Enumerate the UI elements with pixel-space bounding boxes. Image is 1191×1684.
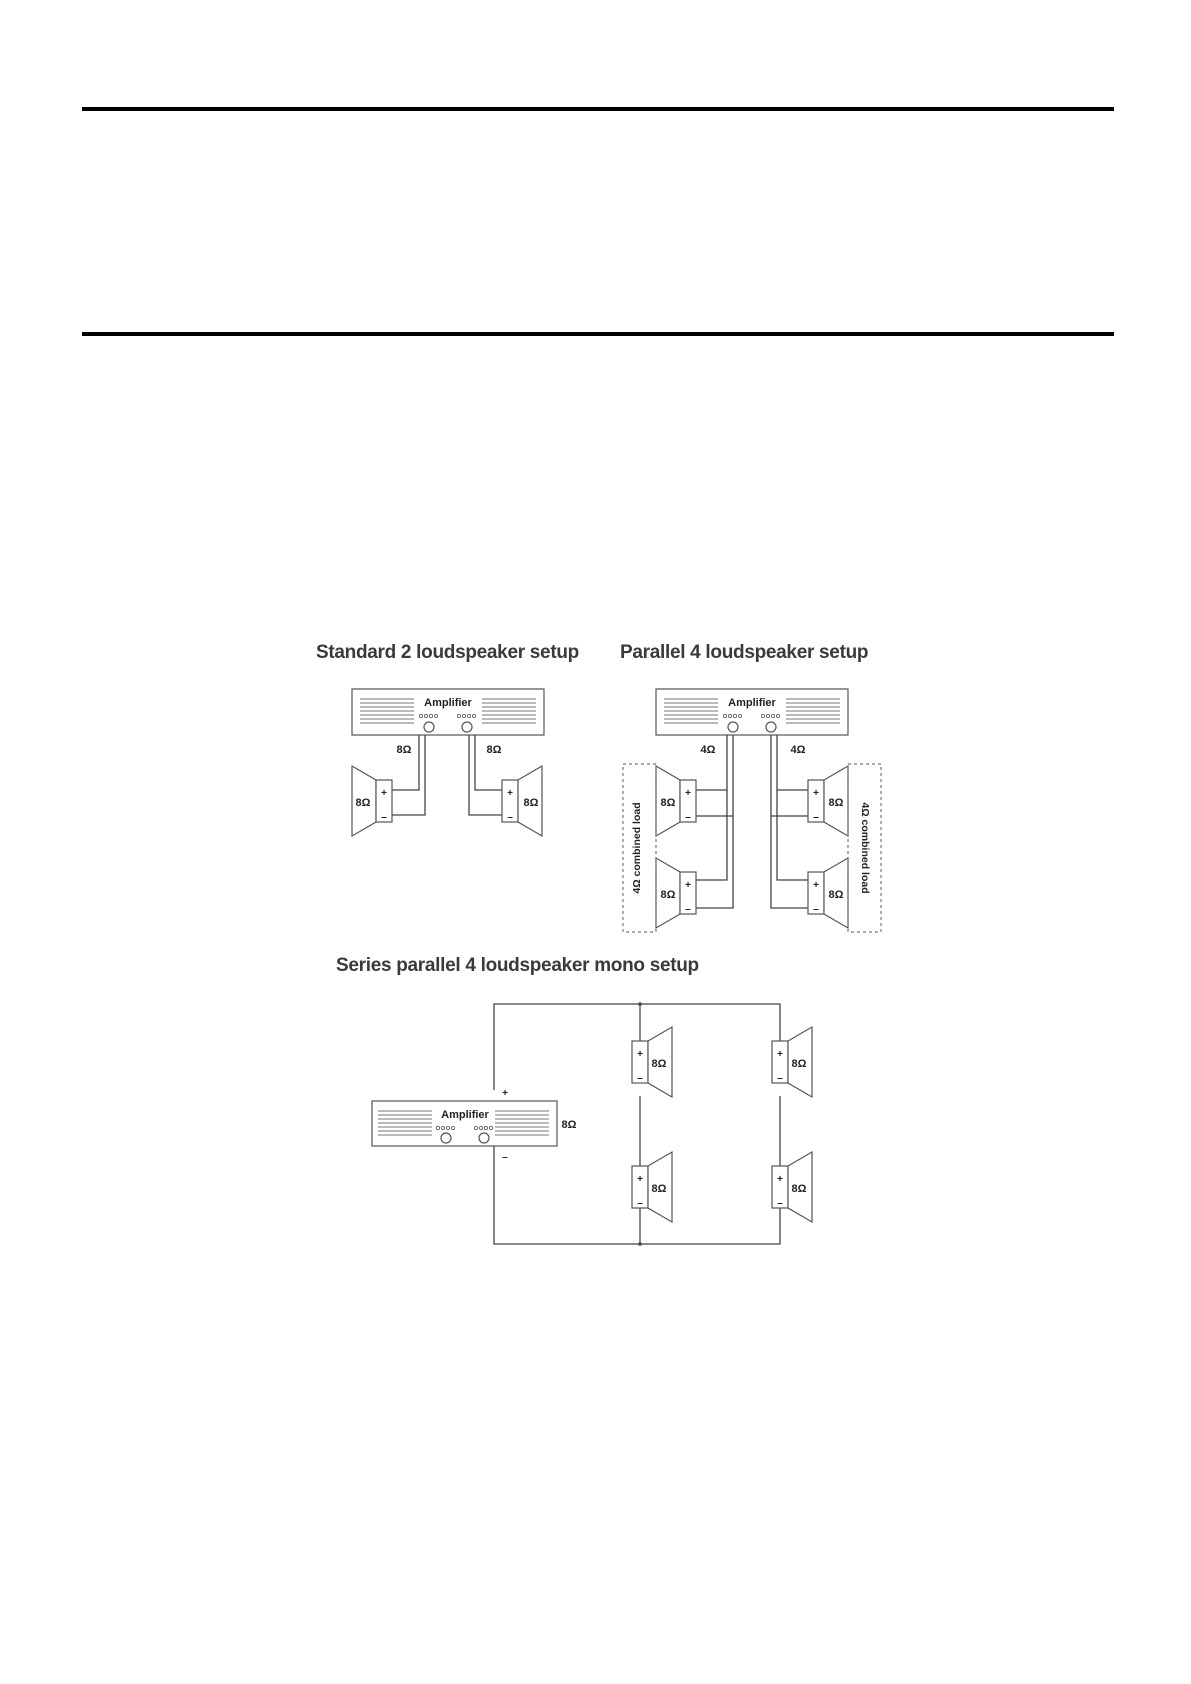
series-setup [336, 955, 812, 1246]
series-amp-label: Amplifier [441, 1109, 489, 1121]
minus-sign: – [637, 1198, 643, 1209]
series-speaker-bottom-right [772, 1152, 812, 1222]
plus-sign: + [777, 1174, 783, 1185]
parallel-right-top-speaker [808, 766, 848, 836]
standard-right-speaker [502, 766, 542, 836]
parallel-setup-title: Parallel 4 loudspeaker setup [620, 642, 869, 663]
standard-right-channel-ohm: 8Ω [486, 744, 502, 756]
right-combined-load-label: 4Ω combined load [859, 802, 871, 894]
series-speaker-top-left [632, 1027, 672, 1097]
plus-sign: + [813, 880, 819, 891]
minus-sign: – [813, 812, 819, 823]
plus-sign: + [507, 788, 513, 799]
minus-sign: – [637, 1073, 643, 1084]
standard-setup-title: Standard 2 loudspeaker setup [316, 642, 579, 663]
minus-sign: – [685, 812, 691, 823]
parallel-amp-label: Amplifier [728, 697, 776, 709]
series-amplifier [372, 1101, 557, 1146]
parallel-right-channel-ohm: 4Ω [790, 744, 806, 756]
parallel-left-bottom-speaker [656, 858, 696, 928]
parallel-amplifier [656, 689, 848, 735]
minus-sign: – [381, 812, 387, 823]
plus-sign: + [502, 1088, 508, 1099]
standard-left-speaker-ohm: 8Ω [355, 797, 371, 809]
standard-left-speaker [352, 766, 392, 836]
speaker-ohm: 8Ω [828, 797, 844, 809]
standard-amp-label: Amplifier [424, 697, 472, 709]
standard-amplifier [352, 689, 544, 735]
parallel-left-top-speaker [656, 766, 696, 836]
series-speaker-top-right [772, 1027, 812, 1097]
plus-sign: + [637, 1174, 643, 1185]
speaker-ohm: 8Ω [660, 889, 676, 901]
speaker-ohm: 8Ω [651, 1183, 667, 1195]
standard-left-channel-ohm: 8Ω [396, 744, 412, 756]
plus-sign: + [685, 788, 691, 799]
standard-setup [316, 642, 579, 836]
parallel-setup [620, 642, 881, 932]
plus-sign: + [685, 880, 691, 891]
speaker-ohm: 8Ω [651, 1058, 667, 1070]
parallel-left-channel-ohm: 4Ω [700, 744, 716, 756]
series-amp-ohm: 8Ω [561, 1119, 577, 1131]
minus-sign: – [502, 1152, 508, 1163]
standard-right-speaker-ohm: 8Ω [523, 797, 539, 809]
left-combined-load-label: 4Ω combined load [631, 802, 643, 894]
speaker-ohm: 8Ω [791, 1183, 807, 1195]
parallel-right-bottom-speaker [808, 858, 848, 928]
speaker-ohm: 8Ω [660, 797, 676, 809]
series-setup-title: Series parallel 4 loudspeaker mono setup [336, 955, 699, 976]
speaker-ohm: 8Ω [828, 889, 844, 901]
minus-sign: – [777, 1073, 783, 1084]
minus-sign: – [685, 904, 691, 915]
plus-sign: + [777, 1049, 783, 1060]
series-speaker-bottom-left [632, 1152, 672, 1222]
speaker-ohm: 8Ω [791, 1058, 807, 1070]
minus-sign: – [507, 812, 513, 823]
minus-sign: – [777, 1198, 783, 1209]
minus-sign: – [813, 904, 819, 915]
plus-sign: + [637, 1049, 643, 1060]
plus-sign: + [813, 788, 819, 799]
plus-sign: + [381, 788, 387, 799]
